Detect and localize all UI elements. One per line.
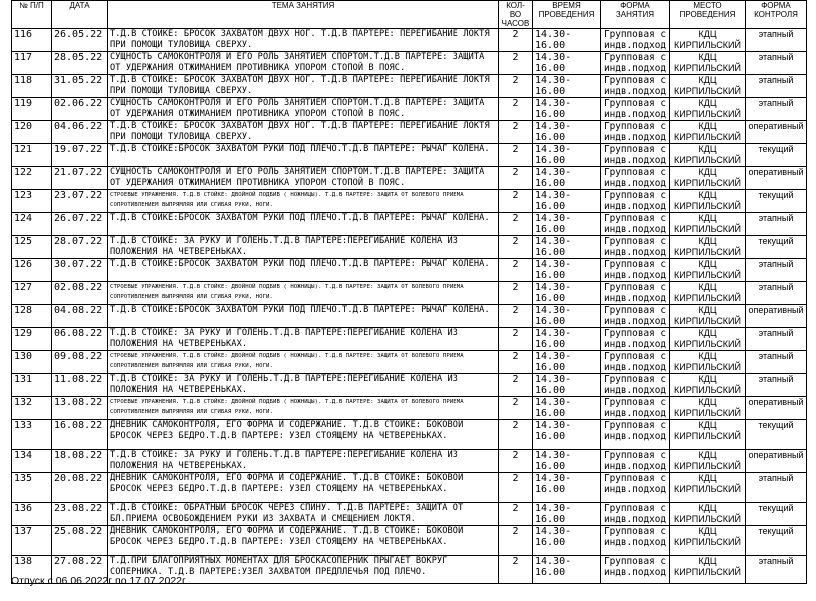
table-row	[12, 503, 807, 526]
row-control: этапный	[746, 213, 807, 236]
row-topic: Т.Д.В СТОЙКЕ: БРОСОК ЗАХВАТОМ ДВУХ НОГ. Т.Д.В ПАРТЕРЕ: ПЕРЕГИБАНИЕ ЛОКТЯ ПРИ ПОМОЩИ ТУЛОВИЩА СВЕРХУ.	[108, 29, 499, 52]
row-topic: Т.Д.ПРИ БЛАГОПРИЯТНЫХ МОМЕНТАХ ДЛЯ БРОСКАСОПЕРНИК ПРЫГАЕТ ВОКРУГ СОПЕРНИКА. Т.Д.В ПАРТЕРЕ:УЗЕЛ ЗАХВАТОМ ПРЕДПЛЕЧЬЯ ПОД ПЛЕЧО.	[108, 556, 499, 584]
row-date: 04.06.22	[52, 121, 108, 144]
table-row	[12, 236, 807, 259]
row-date: 25.08.22	[52, 526, 108, 556]
row-control: текущий	[746, 236, 807, 259]
row-hours: 2	[499, 351, 533, 374]
row-place: КДЦ КИРПИЛЬСКИЙ	[670, 397, 746, 420]
row-time: 14.30-16.00	[533, 351, 601, 374]
row-hours: 2	[499, 167, 533, 190]
row-control: оперативный	[746, 397, 807, 420]
header-hours: КОЛ-ВО ЧАСОВ	[499, 1, 533, 29]
row-control: этапный	[746, 52, 807, 75]
row-place: КДЦ КИРПИЛЬСКИЙ	[670, 236, 746, 259]
row-time: 14.30-16.00	[533, 52, 601, 75]
row-hours: 2	[499, 450, 533, 473]
header-topic: ТЕМА ЗАНЯТИЯ	[108, 1, 499, 29]
header-num: № П/П	[12, 1, 52, 29]
row-form: Групповая с индв.подход	[601, 351, 670, 374]
row-number: 124	[12, 213, 52, 236]
row-control: этапный	[746, 75, 807, 98]
row-topic: Т.Д.В СТОЙКЕ: БРОСОК ЗАХВАТОМ ДВУХ НОГ. Т.Д.В ПАРТЕРЕ: ПЕРЕГИБАНИЕ ЛОКТЯ ПРИ ПОМОЩИ ТУЛОВИЩА СВЕРХУ.	[108, 75, 499, 98]
row-place: КДЦ КИРПИЛЬСКИЙ	[670, 190, 746, 213]
row-topic: СУЩНОСТЬ САМОКОНТРОЛЯ И ЕГО РОЛЬ ЗАНЯТИЕМ СПОРТОМ.Т.Д.В ПАРТЕРЕ: ЗАЩИТА ОТ УДЕРЖАНИЯ ОТЖИМАНИЕМ ПРОТИВНИКА УПОРОМ СТОПОЙ В ПОЯС.	[108, 167, 499, 190]
row-date: 21.07.22	[52, 167, 108, 190]
row-topic: СУЩНОСТЬ САМОКОНТРОЛЯ И ЕГО РОЛЬ ЗАНЯТИЕМ СПОРТОМ.Т.Д.В ПАРТЕРЕ: ЗАЩИТА ОТ УДЕРЖАНИЯ ОТЖИМАНИЕМ ПРОТИВНИКА УПОРОМ СТОПОЙ В ПОЯС.	[108, 52, 499, 75]
row-form: Групповая с индв.подход	[601, 167, 670, 190]
row-time: 14.30-16.00	[533, 305, 601, 328]
row-topic: СТРОЕВЫЕ УПРАЖНЕНИЯ. Т.Д.В СТОЙКЕ: ДВОЙНОЙ ПОДБИВ ( НОЖНИЦЫ). Т.Д.В ПАРТЕРЕ: ЗАЩИТА ОТ БОЛЕВОГО ПРИЕМА СОПРОТИВЛЕНИЕМ ВЫПРЯМЛЯЯ ИЛИ СГИБАЯ РУКИ, НОГИ.	[108, 351, 499, 374]
row-form: Групповая с индв.подход	[601, 450, 670, 473]
row-time: 14.30-16.00	[533, 259, 601, 282]
row-form: Групповая с индв.подход	[601, 556, 670, 584]
row-time: 14.30-16.00	[533, 98, 601, 121]
row-form: Групповая с индв.подход	[601, 213, 670, 236]
row-place: КДЦ КИРПИЛЬСКИЙ	[670, 374, 746, 397]
row-number: 117	[12, 52, 52, 75]
row-time: 14.30-16.00	[533, 236, 601, 259]
row-number: 119	[12, 98, 52, 121]
row-number: 130	[12, 351, 52, 374]
row-place: КДЦ КИРПИЛЬСКИЙ	[670, 282, 746, 305]
row-time: 14.30-16.00	[533, 397, 601, 420]
row-place: КДЦ КИРПИЛЬСКИЙ	[670, 450, 746, 473]
table-row	[12, 52, 807, 75]
row-date: 23.07.22	[52, 190, 108, 213]
row-number: 125	[12, 236, 52, 259]
row-control: этапный	[746, 556, 807, 584]
row-topic: СТРОЕВЫЕ УПРАЖНЕНИЯ. Т.Д.В СТОЙКЕ: ДВОЙНОЙ ПОДБИВ ( НОЖНИЦЫ). Т.Д.В ПАРТЕРЕ: ЗАЩИТА ОТ БОЛЕВОГО ПРИЕМА СОПРОТИВЛЕНИЕМ ВЫПРЯМЛЯЯ ИЛИ СГИБАЯ РУКИ, НОГИ.	[108, 397, 499, 420]
row-time: 14.30-16.00	[533, 328, 601, 351]
row-place: КДЦ КИРПИЛЬСКИЙ	[670, 98, 746, 121]
row-control: текущий	[746, 420, 807, 450]
row-hours: 2	[499, 328, 533, 351]
row-topic: Т.Д.В СТОЙКЕ:БРОСОК ЗАХВАТОМ РУКИ ПОД ПЛЕЧО.Т.Д.В ПАРТЕРЕ: РЫЧАГ КОЛЕНА.	[108, 144, 499, 167]
row-place: КДЦ КИРПИЛЬСКИЙ	[670, 503, 746, 526]
row-hours: 2	[499, 305, 533, 328]
row-number: 134	[12, 450, 52, 473]
row-time: 14.30-16.00	[533, 167, 601, 190]
row-form: Групповая с индв.подход	[601, 121, 670, 144]
row-date: 02.06.22	[52, 98, 108, 121]
row-date: 28.07.22	[52, 236, 108, 259]
row-number: 129	[12, 328, 52, 351]
row-control: этапный	[746, 29, 807, 52]
row-place: КДЦ КИРПИЛЬСКИЙ	[670, 29, 746, 52]
row-number: 137	[12, 526, 52, 556]
row-form: Групповая с индв.подход	[601, 236, 670, 259]
row-form: Групповая с индв.подход	[601, 526, 670, 556]
row-number: 121	[12, 144, 52, 167]
row-date: 06.08.22	[52, 328, 108, 351]
row-control: этапный	[746, 473, 807, 503]
row-form: Групповая с индв.подход	[601, 473, 670, 503]
header-place: МЕСТО ПРОВЕДЕНИЯ	[670, 1, 746, 29]
row-hours: 2	[499, 190, 533, 213]
row-time: 14.30-16.00	[533, 213, 601, 236]
vacation-note: Отпуск с 06.06.2022г по 17.07.2022г.	[11, 575, 188, 587]
row-place: КДЦ КИРПИЛЬСКИЙ	[670, 144, 746, 167]
table-row	[12, 259, 807, 282]
row-topic: СТРОЕВЫЕ УПРАЖНЕНИЯ. Т.Д.В СТОЙКЕ: ДВОЙНОЙ ПОДБИВ ( НОЖНИЦЫ). Т.Д.В ПАРТЕРЕ: ЗАЩИТА ОТ БОЛЕВОГО ПРИЕМА СОПРОТИВЛЕНИЕМ ВЫПРЯМЛЯЯ ИЛИ СГИБАЯ РУКИ, НОГИ.	[108, 190, 499, 213]
row-number: 122	[12, 167, 52, 190]
row-topic: Т.Д.В СТОЙКЕ: ЗА РУКУ И ГОЛЕНЬ.Т.Д.В ПАРТЕРЕ:ПЕРЕГИБАНИЕ КОЛЕНА ИЗ ПОЛОЖЕНИЯ НА ЧЕТВЕРЕНЬКАХ.	[108, 374, 499, 397]
row-control: текущий	[746, 190, 807, 213]
row-date: 13.08.22	[52, 397, 108, 420]
header-form: ФОРМА ЗАНЯТИЯ	[601, 1, 670, 29]
row-control: оперативный	[746, 305, 807, 328]
row-topic: ДНЕВНИК САМОКОНТРОЛЯ, ЕГО ФОРМА И СОДЕРЖАНИЕ. Т.Д.В СТОЙКЕ: БОКОВОЙ БРОСОК ЧЕРЕЗ БЕДРО.Т.Д.В ПАРТЕРЕ: УЗЕЛ СТОЯЩЕМУ НА ЧЕТВЕРЕНЬКАХ.	[108, 420, 499, 450]
row-hours: 2	[499, 213, 533, 236]
row-hours: 2	[499, 29, 533, 52]
table-row	[12, 29, 807, 52]
row-hours: 2	[499, 374, 533, 397]
table-row	[12, 305, 807, 328]
row-form: Групповая с индв.подход	[601, 374, 670, 397]
row-number: 126	[12, 259, 52, 282]
schedule-table	[11, 0, 807, 584]
table-row	[12, 450, 807, 473]
table-body	[12, 29, 807, 584]
row-topic: СУЩНОСТЬ САМОКОНТРОЛЯ И ЕГО РОЛЬ ЗАНЯТИЕМ СПОРТОМ.Т.Д.В ПАРТЕРЕ: ЗАЩИТА ОТ УДЕРЖАНИЯ ОТЖИМАНИЕМ ПРОТИВНИКА УПОРОМ СТОПОЙ В ПОЯС.	[108, 98, 499, 121]
header-date: ДАТА	[52, 1, 108, 29]
table-row	[12, 98, 807, 121]
row-time: 14.30-16.00	[533, 526, 601, 556]
row-control: оперативный	[746, 121, 807, 144]
row-hours: 2	[499, 52, 533, 75]
row-date: 26.07.22	[52, 213, 108, 236]
table-row	[12, 473, 807, 503]
row-time: 14.30-16.00	[533, 144, 601, 167]
row-form: Групповая с индв.подход	[601, 282, 670, 305]
row-form: Групповая с индв.подход	[601, 75, 670, 98]
row-control: оперативный	[746, 167, 807, 190]
row-topic: СТРОЕВЫЕ УПРАЖНЕНИЯ. Т.Д.В СТОЙКЕ: ДВОЙНОЙ ПОДБИВ ( НОЖНИЦЫ). Т.Д.В ПАРТЕРЕ: ЗАЩИТА ОТ БОЛЕВОГО ПРИЕМА СОПРОТИВЛЕНИЕМ ВЫПРЯМЛЯЯ ИЛИ СГИБАЯ РУКИ, НОГИ.	[108, 282, 499, 305]
row-place: КДЦ КИРПИЛЬСКИЙ	[670, 305, 746, 328]
row-place: КДЦ КИРПИЛЬСКИЙ	[670, 75, 746, 98]
row-number: 136	[12, 503, 52, 526]
table-row	[12, 144, 807, 167]
header-control: ФОРМА КОНТРОЛЯ	[746, 1, 807, 29]
row-form: Групповая с индв.подход	[601, 144, 670, 167]
row-date: 26.05.22	[52, 29, 108, 52]
row-topic: Т.Д.В СТОЙКЕ: ОБРАТНЫЙ БРОСОК ЧЕРЕЗ СПИНУ. Т.Д.В ПАРТЕРЕ: ЗАЩИТА ОТ БЛ.ПРИЕМА ОСВОБОЖДЕНИЕМ РУКИ ИЗ ЗАХВАТА И СМЕЩЕНИЕМ ЛОКТЯ.	[108, 503, 499, 526]
row-form: Групповая с индв.подход	[601, 190, 670, 213]
row-form: Групповая с индв.подход	[601, 397, 670, 420]
row-place: КДЦ КИРПИЛЬСКИЙ	[670, 52, 746, 75]
table-row	[12, 374, 807, 397]
row-date: 30.07.22	[52, 259, 108, 282]
row-date: 04.08.22	[52, 305, 108, 328]
row-place: КДЦ КИРПИЛЬСКИЙ	[670, 167, 746, 190]
row-time: 14.30-16.00	[533, 503, 601, 526]
row-time: 14.30-16.00	[533, 190, 601, 213]
row-time: 14.30-16.00	[533, 450, 601, 473]
row-number: 131	[12, 374, 52, 397]
row-number: 120	[12, 121, 52, 144]
row-date: 11.08.22	[52, 374, 108, 397]
table-row	[12, 420, 807, 450]
row-form: Групповая с индв.подход	[601, 503, 670, 526]
header-row	[12, 1, 807, 29]
row-topic: Т.Д.В СТОЙКЕ: БРОСОК ЗАХВАТОМ ДВУХ НОГ. Т.Д.В ПАРТЕРЕ: ПЕРЕГИБАНИЕ ЛОКТЯ ПРИ ПОМОЩИ ТУЛОВИЩА СВЕРХУ.	[108, 121, 499, 144]
row-time: 14.30-16.00	[533, 556, 601, 584]
row-place: КДЦ КИРПИЛЬСКИЙ	[670, 328, 746, 351]
table-row	[12, 328, 807, 351]
row-date: 23.08.22	[52, 503, 108, 526]
row-date: 16.08.22	[52, 420, 108, 450]
row-date: 18.08.22	[52, 450, 108, 473]
row-control: этапный	[746, 282, 807, 305]
table-row	[12, 75, 807, 98]
row-place: КДЦ КИРПИЛЬСКИЙ	[670, 556, 746, 584]
row-hours: 2	[499, 236, 533, 259]
row-form: Групповая с индв.подход	[601, 52, 670, 75]
row-number: 133	[12, 420, 52, 450]
row-date: 27.08.22	[52, 556, 108, 584]
row-date: 09.08.22	[52, 351, 108, 374]
row-topic: Т.Д.В СТОЙКЕ:БРОСОК ЗАХВАТОМ РУКИ ПОД ПЛЕЧО.Т.Д.В ПАРТЕРЕ: РЫЧАГ КОЛЕНА.	[108, 259, 499, 282]
header-time: ВРЕМЯ ПРОВЕДЕНИЯ	[533, 1, 601, 29]
row-date: 28.05.22	[52, 52, 108, 75]
row-number: 132	[12, 397, 52, 420]
row-date: 31.05.22	[52, 75, 108, 98]
row-topic: Т.Д.В СТОЙКЕ: ЗА РУКУ И ГОЛЕНЬ.Т.Д.В ПАРТЕРЕ:ПЕРЕГИБАНИЕ КОЛЕНА ИЗ ПОЛОЖЕНИЯ НА ЧЕТВЕРЕНЬКАХ.	[108, 328, 499, 351]
row-time: 14.30-16.00	[533, 420, 601, 450]
row-control: этапный	[746, 328, 807, 351]
row-hours: 2	[499, 121, 533, 144]
row-form: Групповая с индв.подход	[601, 98, 670, 121]
row-control: этапный	[746, 351, 807, 374]
row-topic: ДНЕВНИК САМОКОНТРОЛЯ, ЕГО ФОРМА И СОДЕРЖАНИЕ. Т.Д.В СТОЙКЕ: БОКОВОЙ БРОСОК ЧЕРЕЗ БЕДРО.Т.Д.В ПАРТЕРЕ: УЗЕЛ СТОЯЩЕМУ НА ЧЕТВЕРЕНЬКАХ.	[108, 473, 499, 503]
row-number: 138	[12, 556, 52, 584]
row-topic: ДНЕВНИК САМОКОНТРОЛЯ, ЕГО ФОРМА И СОДЕРЖАНИЕ. Т.Д.В СТОЙКЕ: БОКОВОЙ БРОСОК ЧЕРЕЗ БЕДРО.Т.Д.В ПАРТЕРЕ: УЗЕЛ СТОЯЩЕМУ НА ЧЕТВЕРЕНЬКАХ.	[108, 526, 499, 556]
row-topic: Т.Д.В СТОЙКЕ: ЗА РУКУ И ГОЛЕНЬ.Т.Д.В ПАРТЕРЕ:ПЕРЕГИБАНИЕ КОЛЕНА ИЗ ПОЛОЖЕНИЯ НА ЧЕТВЕРЕНЬКАХ.	[108, 236, 499, 259]
row-hours: 2	[499, 473, 533, 503]
row-hours: 2	[499, 503, 533, 526]
row-hours: 2	[499, 144, 533, 167]
row-number: 118	[12, 75, 52, 98]
row-number: 116	[12, 29, 52, 52]
table-row	[12, 397, 807, 420]
row-time: 14.30-16.00	[533, 282, 601, 305]
table-row	[12, 213, 807, 236]
row-form: Групповая с индв.подход	[601, 305, 670, 328]
row-date: 20.08.22	[52, 473, 108, 503]
row-form: Групповая с индв.подход	[601, 328, 670, 351]
row-hours: 2	[499, 420, 533, 450]
row-hours: 2	[499, 98, 533, 121]
row-place: КДЦ КИРПИЛЬСКИЙ	[670, 351, 746, 374]
row-control: этапный	[746, 98, 807, 121]
row-number: 127	[12, 282, 52, 305]
row-hours: 2	[499, 75, 533, 98]
row-date: 19.07.22	[52, 144, 108, 167]
row-time: 14.30-16.00	[533, 473, 601, 503]
row-hours: 2	[499, 526, 533, 556]
row-number: 135	[12, 473, 52, 503]
row-control: этапный	[746, 374, 807, 397]
row-control: этапный	[746, 259, 807, 282]
table-row	[12, 526, 807, 556]
row-time: 14.30-16.00	[533, 121, 601, 144]
row-topic: Т.Д.В СТОЙКЕ:БРОСОК ЗАХВАТОМ РУКИ ПОД ПЛЕЧО.Т.Д.В ПАРТЕРЕ: РЫЧАГ КОЛЕНА.	[108, 213, 499, 236]
row-time: 14.30-16.00	[533, 29, 601, 52]
row-date: 02.08.22	[52, 282, 108, 305]
row-control: текущий	[746, 144, 807, 167]
row-number: 128	[12, 305, 52, 328]
row-form: Групповая с индв.подход	[601, 259, 670, 282]
row-place: КДЦ КИРПИЛЬСКИЙ	[670, 121, 746, 144]
row-control: оперативный	[746, 450, 807, 473]
row-topic: Т.Д.В СТОЙКЕ:БРОСОК ЗАХВАТОМ РУКИ ПОД ПЛЕЧО.Т.Д.В ПАРТЕРЕ: РЫЧАГ КОЛЕНА.	[108, 305, 499, 328]
row-hours: 2	[499, 259, 533, 282]
table-row	[12, 351, 807, 374]
row-hours: 2	[499, 397, 533, 420]
row-hours: 2	[499, 282, 533, 305]
row-form: Групповая с индв.подход	[601, 29, 670, 52]
row-place: КДЦ КИРПИЛЬСКИЙ	[670, 420, 746, 450]
table-row	[12, 121, 807, 144]
row-number: 123	[12, 190, 52, 213]
row-place: КДЦ КИРПИЛЬСКИЙ	[670, 473, 746, 503]
row-time: 14.30-16.00	[533, 374, 601, 397]
row-topic: Т.Д.В СТОЙКЕ: ЗА РУКУ И ГОЛЕНЬ.Т.Д.В ПАРТЕРЕ:ПЕРЕГИБАНИЕ КОЛЕНА ИЗ ПОЛОЖЕНИЯ НА ЧЕТВЕРЕНЬКАХ.	[108, 450, 499, 473]
row-control: текущий	[746, 503, 807, 526]
table-row	[12, 167, 807, 190]
row-place: КДЦ КИРПИЛЬСКИЙ	[670, 526, 746, 556]
row-hours: 2	[499, 556, 533, 584]
row-control: текущий	[746, 526, 807, 556]
row-place: КДЦ КИРПИЛЬСКИЙ	[670, 259, 746, 282]
row-form: Групповая с индв.подход	[601, 420, 670, 450]
table-row	[12, 282, 807, 305]
row-place: КДЦ КИРПИЛЬСКИЙ	[670, 213, 746, 236]
row-time: 14.30-16.00	[533, 75, 601, 98]
table-row	[12, 190, 807, 213]
